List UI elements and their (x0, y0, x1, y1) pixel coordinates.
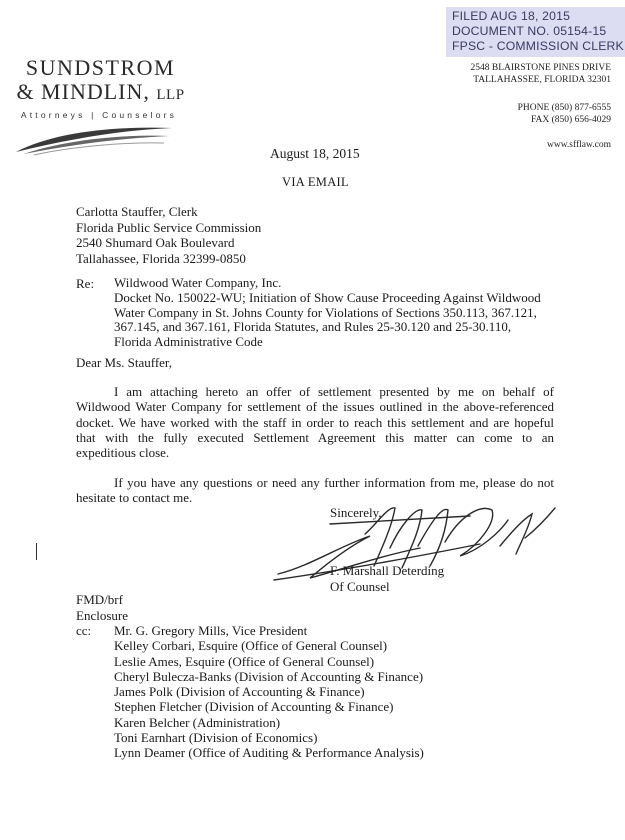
closing: Sincerely, (330, 505, 382, 520)
paragraph-line: that with the fully executed Settlement Agreement this matter can come to an (76, 429, 554, 445)
firm-contact (518, 102, 611, 126)
re-line: Wildwood Water Company, Inc. (114, 275, 282, 290)
cc-item: Stephen Fletcher (Division of Accounting & Finance) (114, 699, 394, 715)
recipient-block (76, 204, 261, 266)
signer-block (330, 563, 444, 594)
stamp-document-number: DOCUMENT NO. 05154-15 (452, 24, 607, 38)
firm-suffix: LLP (156, 87, 185, 103)
recipient-line: 2540 Shumard Oak Boulevard (76, 235, 235, 250)
firm-logo (8, 56, 193, 107)
cc-item: Kelley Corbari, Esquire (Office of General Counsel) (114, 638, 388, 654)
body-paragraph-1 (76, 384, 554, 460)
typist-initials: FMD/brf (76, 592, 123, 607)
salutation: Dear Ms. Stauffer, (76, 355, 172, 370)
re-line: 367.145, and 367.161, Florida Statutes, and Rules 25-30.120 and 25-30.110, (114, 319, 512, 335)
enclosure-note: Enclosure (76, 607, 128, 623)
address-street: 2548 BLAIRSTONE PINES DRIVE (470, 63, 611, 73)
signer-title: Of Counsel (330, 578, 390, 594)
paragraph-line: If you have any questions or need any further information from me, please do not (114, 475, 554, 490)
re-line: Water Company in St. Johns County for Violations of Sections 350.113, 367.121, (114, 304, 537, 320)
re-line: Florida Administrative Code (114, 334, 263, 350)
paragraph-line: Wildwood Water Company for settlement of the issues outlined in the above-referenced (76, 399, 554, 415)
filing-stamp (446, 7, 625, 57)
firm-name-line1: SUNDSTROM (25, 55, 176, 80)
swoosh-logo-icon (14, 124, 174, 156)
cc-item: Karen Belcher (Administration) (114, 714, 281, 730)
firm-phone: PHONE (850) 877-6555 (517, 103, 611, 113)
firm-website: www.sfflaw.com (546, 140, 611, 150)
re-label: Re: (76, 276, 95, 291)
cc-label: cc: (76, 623, 92, 638)
margin-mark (36, 543, 37, 560)
firm-fax: FAX (850) 656-4029 (530, 115, 611, 125)
cc-item: Cheryl Bulecza-Banks (Division of Accounting & Finance) (114, 668, 424, 684)
cc-item: James Polk (Division of Accounting & Finance) (114, 684, 365, 700)
delivery-method: VIA EMAIL (282, 175, 349, 189)
address-city: TALLAHASSEE, FLORIDA 32301 (473, 75, 611, 85)
initials-block (76, 592, 128, 623)
paragraph-line: docket. We have worked with the staff in order to reach this settlement and are hopeful (76, 414, 554, 430)
re-line: Docket No. 150022-WU; Initiation of Show Cause Proceeding Against Wildwood (114, 289, 541, 305)
paragraph-line: I am attaching hereto an offer of settlement presented by me on behalf of (114, 384, 554, 399)
firm-address (471, 62, 611, 86)
cc-item: Mr. G. Gregory Mills, Vice President (114, 623, 308, 638)
firm-tagline: Attorneys | Counselors (20, 110, 178, 120)
firm-name-line2 (8, 80, 193, 107)
letter-date: August 18, 2015 (270, 146, 360, 161)
recipient-line: Carlotta Stauffer, Clerk (76, 204, 198, 219)
cc-list (114, 623, 424, 761)
recipient-line: Tallahassee, Florida 32399-0850 (76, 250, 246, 266)
recipient-line: Florida Public Service Commission (76, 219, 262, 235)
paragraph-line: hesitate to contact me. (76, 490, 193, 506)
cc-item: Toni Earnhart (Division of Economics) (114, 730, 318, 746)
signer-name: F. Marshall Deterding (330, 563, 445, 578)
stamp-clerk: FPSC - COMMISSION CLERK (452, 39, 624, 53)
firm-name-line2-text: & MINDLIN, (16, 79, 150, 104)
stamp-filed-date: FILED AUG 18, 2015 (452, 9, 571, 23)
re-subject (114, 276, 556, 350)
cc-item: Lynn Deamer (Office of Auditing & Performance Analysis) (114, 745, 424, 761)
paragraph-line: expeditious close. (76, 445, 170, 461)
cc-item: Leslie Ames, Esquire (Office of General Counsel) (114, 653, 375, 669)
